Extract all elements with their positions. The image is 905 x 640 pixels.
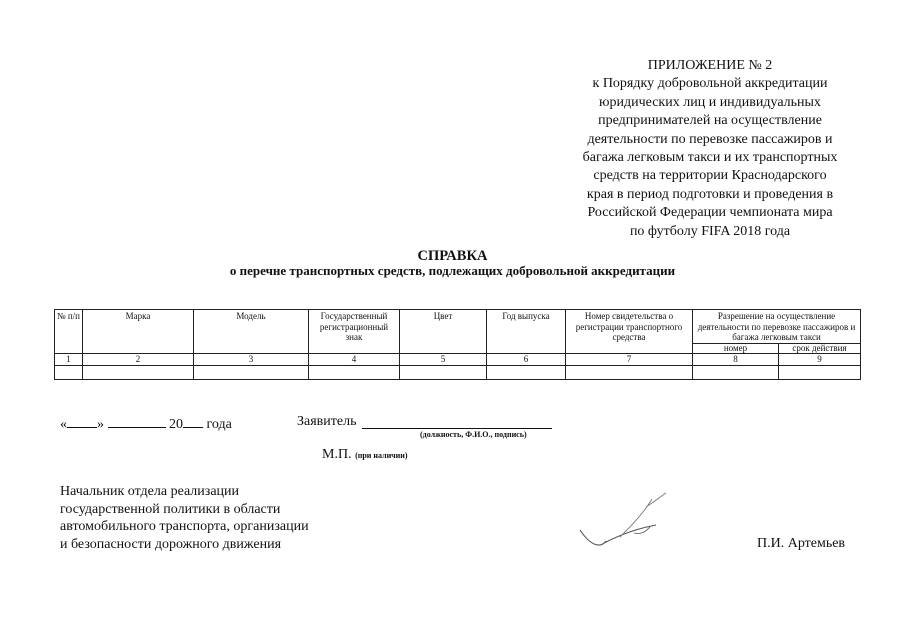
column-number-cell: 3 xyxy=(194,354,309,366)
header-cell-permit: Разрешение на осуществление деятельности по перевозке пассажиров и багажа легковым такси xyxy=(693,310,861,344)
table-cell xyxy=(83,366,194,380)
vehicle-table xyxy=(54,309,861,380)
official-position-line: автомобильного транспорта, организации xyxy=(60,519,309,534)
appendix-line: багажа легковым такси и их транспортных xyxy=(582,150,838,166)
header-cell-year: Год выпуска xyxy=(487,310,566,354)
appendix-line: края в период подготовки и проведения в xyxy=(586,186,834,202)
subheader-cell-permit-validity: срок действия xyxy=(779,344,861,354)
column-number-cell: 5 xyxy=(400,354,487,366)
appendix-line: к Порядку добровольной аккредитации xyxy=(592,76,828,92)
column-number-cell: 2 xyxy=(83,354,194,366)
table-cell xyxy=(194,366,309,380)
header-cell-model: Модель xyxy=(194,310,309,354)
official-position-line: и безопасности дорожного движения xyxy=(60,536,282,552)
date-open-quote: « xyxy=(60,417,67,432)
table-cell xyxy=(566,366,693,380)
applicant-label: Заявитель xyxy=(297,414,357,429)
year-blank xyxy=(183,414,203,428)
date-close-quote: » xyxy=(97,417,104,432)
table-column-numbers-row xyxy=(55,354,861,366)
official-name: П.И. Артемьев xyxy=(757,536,846,551)
table-cell xyxy=(55,366,83,380)
handwritten-signature xyxy=(560,485,680,555)
table-cell xyxy=(693,366,779,380)
signature-caption: (должность, Ф.И.О., подпись) xyxy=(420,430,527,439)
table-cell xyxy=(779,366,861,380)
official-position-line: Начальник отдела реализации xyxy=(60,484,240,499)
header-cell-make: Марка xyxy=(83,310,194,354)
header-cell-plate: Государственный регистрационный знак xyxy=(309,310,400,354)
column-number-cell: 9 xyxy=(779,354,861,366)
document-subtitle: о перечне транспортных средств, подлежащих добровольной аккредитации xyxy=(229,263,676,278)
day-blank xyxy=(67,414,97,428)
stamp-note: (при наличии) xyxy=(355,451,408,460)
column-number-cell: 7 xyxy=(566,354,693,366)
column-number-cell: 8 xyxy=(693,354,779,366)
column-number-cell: 1 xyxy=(55,354,83,366)
document-title: СПРАВКА xyxy=(417,248,488,264)
appendix-line: ПРИЛОЖЕНИЕ № 2 xyxy=(647,58,773,73)
table-cell xyxy=(487,366,566,380)
applicant-signature-line xyxy=(362,428,552,429)
header-cell-certificate: Номер свидетельства о регистрации транспортного средства xyxy=(566,310,693,354)
official-position-line: государственной политики в области xyxy=(60,501,281,517)
date-suffix: года xyxy=(206,417,232,432)
appendix-line: по футболу FIFA 2018 года xyxy=(629,223,791,239)
table-header-row xyxy=(55,310,861,344)
table-row xyxy=(55,366,861,380)
appendix-line: предпринимателей на осуществление xyxy=(598,113,822,129)
stamp-label: М.П. xyxy=(322,447,352,462)
month-blank xyxy=(108,414,166,428)
date-field xyxy=(60,414,232,433)
header-cell-color: Цвет xyxy=(400,310,487,354)
table-cell xyxy=(400,366,487,380)
stamp-place xyxy=(322,447,408,463)
column-number-cell: 6 xyxy=(487,354,566,366)
column-number-cell: 4 xyxy=(309,354,400,366)
appendix-header xyxy=(560,57,860,241)
table-cell xyxy=(309,366,400,380)
header-cell-number: № п/п xyxy=(55,310,83,354)
appendix-line: деятельности по перевозке пассажиров и xyxy=(587,131,833,147)
official-position xyxy=(60,483,309,553)
appendix-line: Российской Федерации чемпионата мира xyxy=(587,205,833,221)
subheader-cell-permit-number: номер xyxy=(693,344,779,354)
year-prefix: 20 xyxy=(169,417,183,432)
appendix-line: юридических лиц и индивидуальных xyxy=(599,94,821,110)
appendix-line: средств на территории Краснодарского xyxy=(593,168,827,184)
